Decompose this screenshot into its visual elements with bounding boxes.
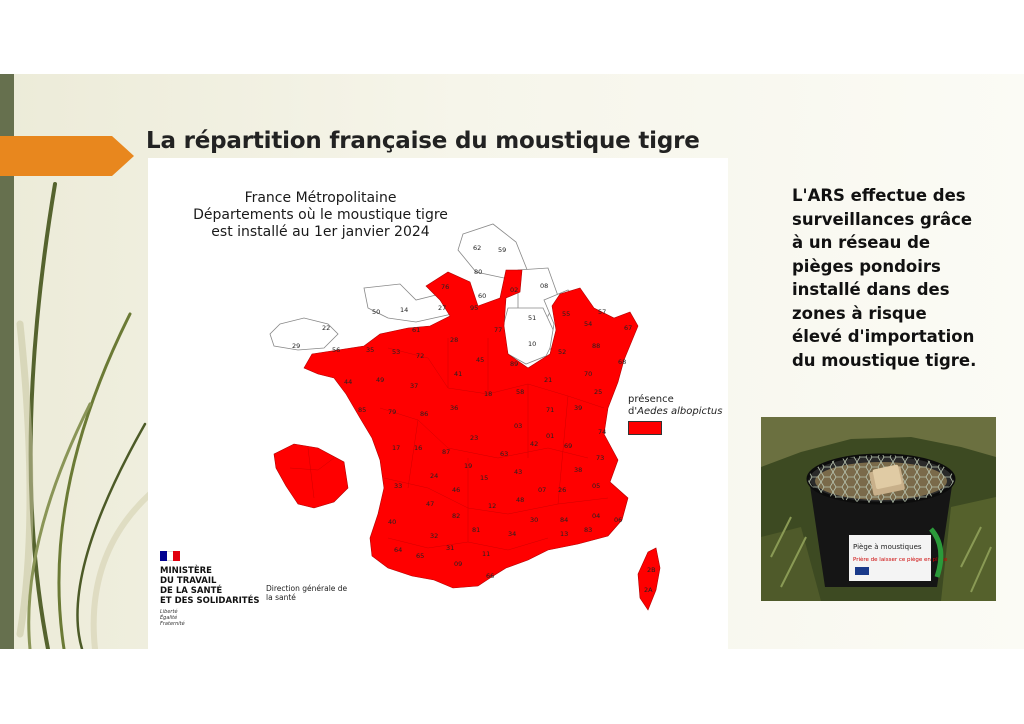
dept-label: 53 — [392, 348, 401, 356]
dept-absent-brittany — [270, 318, 338, 350]
dept-label: 32 — [430, 532, 439, 540]
dept-label: 95 — [470, 304, 479, 312]
dept-label: 08 — [540, 282, 549, 290]
dept-label: 45 — [476, 356, 485, 364]
dept-label: 64 — [394, 546, 403, 554]
dept-label: 49 — [376, 376, 385, 384]
dept-label: 34 — [508, 530, 517, 538]
legend-label-line1: présence — [628, 394, 674, 405]
dept-label: 63 — [500, 450, 509, 458]
dept-label: 88 — [592, 342, 601, 350]
dept-label: 39 — [574, 404, 583, 412]
map-heading-line: France Métropolitaine — [244, 190, 397, 206]
dept-label: 26 — [558, 486, 567, 494]
map-heading-line: est installé au 1er janvier 2024 — [211, 224, 430, 240]
dept-label: 69 — [564, 442, 573, 450]
dept-label: 48 — [516, 496, 525, 504]
dept-label: 67 — [624, 324, 633, 332]
dept-label: 23 — [470, 434, 479, 442]
dept-label: 54 — [584, 320, 593, 328]
dept-label: 13 — [560, 530, 569, 538]
dept-label: 77 — [494, 326, 503, 334]
title-arrow-icon — [0, 134, 136, 178]
dept-label: 18 — [484, 390, 493, 398]
marianne-flag-icon — [160, 551, 180, 561]
dept-label: 06 — [614, 516, 623, 524]
dept-label: 81 — [472, 526, 481, 534]
ministry-name: MINISTÈRE DU TRAVAIL DE LA SANTÉ ET DES SOLIDARITÉS — [160, 566, 260, 606]
map-panel — [148, 158, 728, 649]
dept-label: 50 — [372, 308, 381, 316]
dept-label: 73 — [596, 454, 605, 462]
dept-label: 16 — [414, 444, 423, 452]
corsica — [638, 548, 660, 610]
dept-label: 01 — [546, 432, 555, 440]
republic-motto: Liberté Égalité Fraternité — [160, 609, 185, 627]
dept-label: 87 — [442, 448, 451, 456]
dept-label: 42 — [530, 440, 539, 448]
legend-swatch — [628, 421, 662, 435]
dept-label: 14 — [400, 306, 409, 314]
dept-label: 57 — [598, 308, 607, 316]
legend-species: Aedes albopictus — [637, 406, 723, 417]
dept-label: 85 — [358, 406, 367, 414]
dept-label: 11 — [482, 550, 491, 558]
dept-label: 58 — [516, 388, 525, 396]
dept-label: 33 — [394, 482, 403, 490]
legend-label-line2 — [628, 406, 722, 418]
ars-description: L'ARS effectue des surveillances grâce à un réseau de pièges pondoirs installé dans des zones à risque élevé d'importation du moustique tigre. — [792, 186, 977, 370]
dept-label: 2A — [644, 586, 653, 594]
dept-label: 31 — [446, 544, 455, 552]
dept-label: 79 — [388, 408, 397, 416]
dept-label: 12 — [488, 502, 497, 510]
dept-label: 21 — [544, 376, 553, 384]
trap-label-sub: Prière de laisser ce piège en place — [853, 557, 948, 563]
dept-label: 89 — [510, 360, 519, 368]
trap-label-title: Piège à moustiques — [853, 543, 922, 551]
dept-label: 36 — [450, 404, 459, 412]
dept-label: 59 — [498, 246, 507, 254]
dept-label: 51 — [528, 314, 537, 322]
map-legend — [628, 394, 722, 439]
dept-label: 71 — [546, 406, 555, 414]
slide-title: La répartition française du moustique tigre — [146, 128, 700, 154]
dept-label: 15 — [480, 474, 489, 482]
map-heading-line: Départements où le moustique tigre — [193, 207, 448, 223]
dept-label: 30 — [530, 516, 539, 524]
map-heading — [148, 190, 493, 241]
dept-label: 2B — [647, 566, 656, 574]
dept-label: 19 — [464, 462, 473, 470]
ile-de-france-inset — [274, 444, 348, 508]
dept-label: 22 — [322, 324, 331, 332]
dept-label: 17 — [392, 444, 401, 452]
dept-label: 52 — [558, 348, 567, 356]
dept-label: 84 — [560, 516, 569, 524]
dept-label: 05 — [592, 482, 601, 490]
dept-label: 37 — [410, 382, 419, 390]
present-departments — [274, 270, 660, 610]
dept-label: 74 — [598, 428, 607, 436]
dept-label: 03 — [514, 422, 523, 430]
dept-label: 47 — [426, 500, 435, 508]
slide — [0, 74, 1024, 649]
dept-label: 38 — [574, 466, 583, 474]
trap-photo — [761, 417, 996, 601]
dept-label: 04 — [592, 512, 601, 520]
dept-label: 61 — [412, 326, 421, 334]
dept-label: 76 — [441, 283, 450, 291]
dept-label: 70 — [584, 370, 593, 378]
dept-label: 86 — [420, 410, 429, 418]
dept-label: 28 — [450, 336, 459, 344]
dept-label: 80 — [474, 268, 483, 276]
dept-label: 29 — [292, 342, 301, 350]
legend-prefix: d' — [628, 406, 638, 417]
dept-label: 44 — [344, 378, 353, 386]
dept-label: 24 — [430, 472, 439, 480]
dept-label: 40 — [388, 518, 397, 526]
dept-label: 27 — [438, 304, 447, 312]
mosquito-trap-image — [761, 417, 996, 601]
dept-label: 82 — [452, 512, 461, 520]
ministry-logo — [160, 551, 270, 627]
dept-label: 56 — [332, 346, 341, 354]
dept-label: 07 — [538, 486, 547, 494]
dept-label: 62 — [473, 244, 482, 252]
dept-label: 68 — [618, 358, 627, 366]
dept-label: 35 — [366, 346, 375, 354]
dept-label: 55 — [562, 310, 571, 318]
dept-label: 10 — [528, 340, 537, 348]
dept-label: 25 — [594, 388, 603, 396]
dept-label: 46 — [452, 486, 461, 494]
dept-label: 02 — [510, 286, 519, 294]
dept-label: 43 — [514, 468, 523, 476]
dept-label: 66 — [486, 572, 495, 580]
dept-label: 60 — [478, 292, 487, 300]
direction-generale-label: Direction générale de la santé — [266, 584, 348, 602]
dept-label: 41 — [454, 370, 463, 378]
mainland-infested-area — [304, 270, 638, 588]
dept-label: 09 — [454, 560, 463, 568]
dept-label: 65 — [416, 552, 425, 560]
dept-label: 72 — [416, 352, 425, 360]
dept-label: 83 — [584, 526, 593, 534]
